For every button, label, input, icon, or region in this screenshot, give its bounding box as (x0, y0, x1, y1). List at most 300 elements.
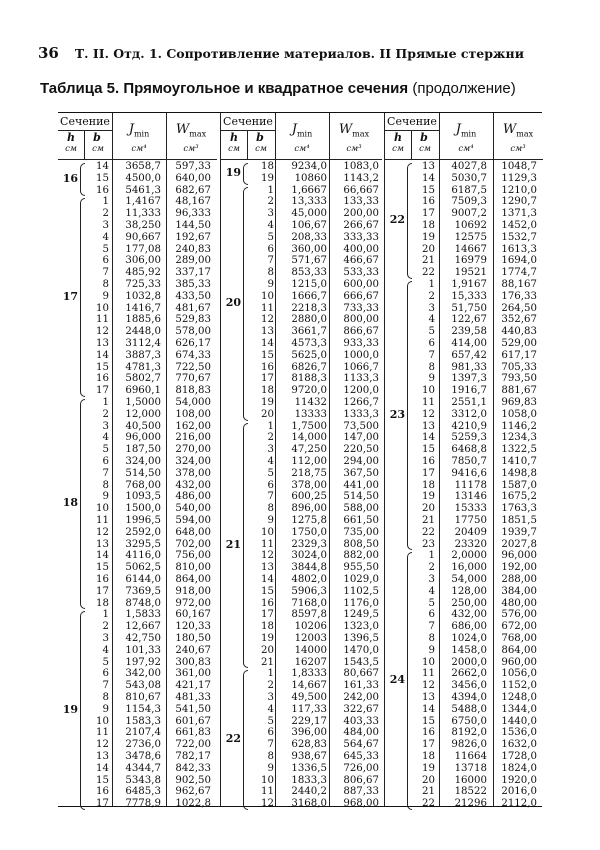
jmin-value: 3844,8 (291, 562, 327, 574)
b-value: 1 (428, 550, 435, 562)
b-value: 9 (102, 491, 109, 503)
wmax-value: 1824,0 (501, 762, 537, 774)
wmax-value: 672,00 (501, 621, 537, 633)
b-value: 20 (422, 503, 435, 515)
wmax-value: 216,00 (175, 432, 211, 444)
jmin-value: 17750 (454, 515, 487, 526)
wmax-value: 133,33 (343, 196, 379, 208)
b-unit: см (255, 144, 267, 154)
wmax-value: 969,83 (501, 397, 537, 408)
jmin-value: 1750,0 (291, 526, 327, 538)
jmin-value: 2551,1 (451, 397, 487, 408)
b-value: 12 (261, 314, 274, 326)
jmin-value: 768,00 (125, 479, 161, 491)
wmax-value: 661,50 (343, 515, 379, 526)
wmax-value: 1146,2 (501, 420, 537, 432)
b-value: 20 (261, 644, 274, 656)
b-value: 5 (267, 715, 274, 727)
header-divider (411, 130, 412, 159)
b-value: 3 (267, 208, 274, 220)
b-value: 12 (96, 526, 109, 538)
wmax-value: 441,00 (343, 479, 379, 491)
jmin-value: 4394,0 (451, 692, 487, 703)
b-value: 9 (267, 279, 274, 290)
jmin-value: 8597,8 (291, 609, 327, 621)
jmin-value: 725,33 (125, 279, 161, 290)
jmin-value: 1,6667 (291, 184, 327, 196)
table-panel (384, 113, 543, 810)
b-value: 11 (96, 515, 109, 526)
b-value: 17 (261, 373, 274, 385)
wmax-value: 403,33 (343, 715, 379, 727)
wmax-value: 352,67 (501, 314, 537, 326)
b-value: 9 (428, 644, 435, 656)
jmin-value: 1215,0 (291, 279, 327, 290)
b-value: 6 (428, 609, 435, 621)
b-value: 5 (102, 444, 109, 456)
wmax-value: 1632,0 (501, 739, 537, 751)
wmax-value: 902,50 (175, 774, 211, 786)
jmin-value: 11178 (454, 479, 487, 491)
b-value: 21 (261, 656, 274, 668)
wmax-value: 540,00 (175, 503, 211, 515)
b-value: 22 (422, 798, 435, 810)
b-value: 1 (428, 279, 435, 290)
b-value: 9 (428, 373, 435, 385)
b-value: 21 (422, 515, 435, 526)
b-value: 5 (267, 467, 274, 479)
b-value: 3 (102, 420, 109, 432)
wmax-value: 808,50 (343, 538, 379, 550)
b-value: 5 (267, 231, 274, 243)
wmax-unit: см³ (346, 144, 362, 154)
wmax-value: 866,67 (343, 326, 379, 338)
jmin-value: 51,750 (451, 302, 487, 314)
wmax-value: 640,00 (175, 172, 211, 184)
b-value: 17 (96, 798, 109, 810)
b-value: 9 (102, 290, 109, 302)
b-value: 4 (428, 314, 435, 326)
b-value: 17 (96, 585, 109, 597)
wmax-value: 433,50 (175, 290, 211, 302)
wmax-value: 385,33 (175, 279, 211, 290)
b-value: 13 (96, 538, 109, 550)
wmax-value: 882,00 (343, 550, 379, 562)
wmax-value: 1143,2 (343, 172, 379, 184)
b-value: 1 (102, 196, 109, 208)
wmax-value: 1440,0 (501, 715, 537, 727)
wmax-value: 322,67 (343, 703, 379, 715)
wmax-value: 180,50 (175, 633, 211, 644)
b-value: 11 (261, 302, 274, 314)
jmin-value: 19521 (454, 267, 487, 279)
jmin-value: 117,33 (291, 703, 327, 715)
jmin-value: 14,667 (291, 680, 327, 692)
group-brace (243, 187, 248, 421)
jmin-value: 96,000 (125, 432, 161, 444)
jmin-value: 6750,0 (451, 715, 487, 727)
wmax-value: 1410,7 (501, 456, 537, 467)
wmax-value: 176,33 (501, 290, 537, 302)
wmax-value: 220,50 (343, 444, 379, 456)
jmin-value: 686,00 (451, 621, 487, 633)
wmax-value: 367,50 (343, 467, 379, 479)
jmin-value: 9720,0 (291, 385, 327, 397)
b-value: 19 (422, 231, 435, 243)
wmax-value: 617,17 (501, 349, 537, 361)
jmin-value: 13146 (454, 491, 487, 503)
b-value: 14 (96, 550, 109, 562)
jmin-value: 218,75 (291, 467, 327, 479)
jmin-value: 1,5833 (125, 609, 161, 621)
wmax-subscript: max (189, 129, 207, 139)
jmin-value: 2448,0 (125, 326, 161, 338)
jmin-value: 5461,3 (125, 184, 161, 196)
jmin-value: 324,00 (125, 456, 161, 467)
jmin-value: 5488,0 (451, 703, 487, 715)
wmax-value: 533,33 (343, 267, 379, 279)
wmax-value: 1344,0 (501, 703, 537, 715)
b-value: 4 (102, 231, 109, 243)
wmax-value: 96,333 (175, 208, 211, 220)
b-value: 17 (261, 609, 274, 621)
wmax-value: 529,83 (175, 314, 211, 326)
wmax-value: 337,17 (175, 267, 211, 279)
jmin-value: 197,92 (125, 656, 161, 668)
jmin-value: 4781,3 (125, 361, 161, 373)
wmax-value: 735,00 (343, 526, 379, 538)
h-value: 19 (62, 702, 78, 716)
b-value: 7 (267, 491, 274, 503)
jmin-value: 7778,9 (125, 798, 161, 810)
wmax-value: 705,33 (501, 361, 537, 373)
jmin-value: 9826,0 (451, 739, 487, 751)
jmin-value: 14667 (454, 243, 487, 255)
wmax-value: 1176,0 (343, 597, 379, 609)
b-value: 5 (428, 326, 435, 338)
group-brace (243, 423, 248, 669)
jmin-value: 5625,0 (291, 349, 327, 361)
b-value: 14 (422, 703, 435, 715)
b-value: 16 (261, 361, 274, 373)
jmin-value: 485,92 (125, 267, 161, 279)
b-value: 9 (267, 515, 274, 526)
jmin-value: 54,000 (451, 574, 487, 585)
jmin-value: 896,00 (291, 503, 327, 515)
jmin-value: 396,00 (291, 727, 327, 739)
table-header (221, 113, 382, 160)
wmax-value: 192,00 (501, 562, 537, 574)
b-header: b (93, 131, 101, 144)
b-unit: см (92, 144, 104, 154)
jmin-value: 42,750 (125, 633, 161, 644)
jmin-value: 90,667 (125, 231, 161, 243)
jmin-value: 2592,0 (125, 526, 161, 538)
b-value: 19 (422, 491, 435, 503)
wmax-value: 486,00 (175, 491, 211, 503)
jmin-value: 16979 (454, 255, 487, 267)
running-head-text: Т. II. Отд. 1. Сопротивление материалов. II Прямые стержни (74, 46, 524, 61)
jmin-value: 600,25 (291, 491, 327, 503)
group-brace (407, 552, 412, 810)
jmin-value: 1,7500 (291, 420, 327, 432)
jmin-value: 8748,0 (125, 597, 161, 609)
jmin-value: 543,08 (125, 680, 161, 692)
b-value: 10 (422, 385, 435, 397)
wmax-value: 421,17 (175, 680, 211, 692)
b-value: 5 (428, 597, 435, 609)
jmin-value: 853,33 (291, 267, 327, 279)
b-header: b (256, 131, 264, 144)
wmax-value: 1333,3 (343, 408, 379, 420)
b-value: 18 (261, 385, 274, 397)
b-value: 7 (267, 739, 274, 751)
wmax-value: 1022,8 (175, 798, 211, 810)
jmin-value: 187,50 (125, 444, 161, 456)
b-value: 15 (422, 715, 435, 727)
jmin-value: 2662,0 (451, 668, 487, 680)
h-value: 22 (389, 213, 405, 226)
wmax-value: 266,67 (343, 220, 379, 231)
b-value: 8 (428, 633, 435, 644)
group-brace (80, 198, 85, 397)
b-value: 15 (422, 444, 435, 456)
b-value: 11 (422, 668, 435, 680)
b-value: 11 (261, 786, 274, 798)
wmax-header (493, 122, 543, 139)
wmax-value: 384,00 (501, 585, 537, 597)
wmax-value: 842,33 (175, 762, 211, 774)
jmin-value: 101,33 (125, 644, 161, 656)
wmax-value: 333,33 (343, 231, 379, 243)
wmax-value: 645,33 (343, 751, 379, 762)
jmin-value: 10860 (294, 172, 327, 184)
wmax-value: 881,67 (501, 385, 537, 397)
b-value: 4 (267, 220, 274, 231)
jmin-value: 5802,7 (125, 373, 161, 385)
b-value: 8 (102, 692, 109, 703)
jmin-value: 4027,8 (451, 161, 487, 172)
wmax-value: 578,00 (175, 326, 211, 338)
wmax-value: 1322,5 (501, 444, 537, 456)
table-caption (40, 80, 562, 97)
jmin-value: 14000 (294, 644, 327, 656)
group-brace (243, 163, 248, 185)
wmax-value: 466,67 (343, 255, 379, 267)
wmax-value: 288,00 (501, 574, 537, 585)
b-value: 9 (102, 703, 109, 715)
jmin-value: 4802,0 (291, 574, 327, 585)
jmin-value: 2440,2 (291, 786, 327, 798)
wmax-value: 1851,5 (501, 515, 537, 526)
jmin-value: 981,33 (451, 361, 487, 373)
b-value: 23 (422, 538, 435, 550)
wmax-value: 264,50 (501, 302, 537, 314)
jmin-value: 12,000 (125, 408, 161, 420)
b-value: 12 (261, 550, 274, 562)
b-value: 9 (267, 762, 274, 774)
jmin-value: 11432 (294, 397, 327, 408)
b-value: 6 (102, 668, 109, 680)
jmin-value: 11,333 (125, 208, 161, 220)
wmax-value: 88,167 (501, 279, 537, 290)
wmax-value: 1210,0 (501, 184, 537, 196)
group-brace (407, 281, 412, 550)
wmax-value: 1396,5 (343, 633, 379, 644)
table-continuation: (продолжение) (412, 80, 516, 97)
wmax-value: 2016,0 (501, 786, 537, 798)
wmax-value: 1532,7 (501, 231, 537, 243)
wmax-value: 1939,7 (501, 526, 537, 538)
wmax-value: 1694,0 (501, 255, 537, 267)
b-value: 2 (102, 621, 109, 633)
h-unit: см (392, 144, 404, 154)
jmin-value: 122,67 (451, 314, 487, 326)
jmin-header (275, 122, 329, 139)
wmax-value: 1290,7 (501, 196, 537, 208)
b-value: 11 (261, 538, 274, 550)
b-value: 18 (96, 597, 109, 609)
jmin-value: 2000,0 (451, 656, 487, 668)
b-value: 8 (267, 503, 274, 515)
wmax-value: 1066,7 (343, 361, 379, 373)
h-value: 24 (389, 673, 405, 687)
b-value: 17 (422, 467, 435, 479)
jmin-value: 47,250 (291, 444, 327, 456)
b-value: 5 (102, 243, 109, 255)
b-value: 16 (422, 456, 435, 467)
wmax-value: 1133,3 (343, 373, 379, 385)
wmax-value: 66,667 (343, 184, 379, 196)
wmax-value: 432,00 (175, 479, 211, 491)
wmax-value: 324,00 (175, 456, 211, 467)
wmax-value: 972,00 (175, 597, 211, 609)
jmin-value: 5062,5 (125, 562, 161, 574)
wmax-value: 480,00 (501, 597, 537, 609)
b-value: 6 (428, 338, 435, 349)
wmax-value: 962,67 (175, 786, 211, 798)
jmin-value: 1996,5 (125, 515, 161, 526)
jmin-value: 1024,0 (451, 633, 487, 644)
jmin-value: 7850,7 (451, 456, 487, 467)
jmin-value: 7509,3 (451, 196, 487, 208)
wmax-value: 1774,7 (501, 267, 537, 279)
wmax-value: 601,67 (175, 715, 211, 727)
table-header (385, 113, 543, 160)
wmax-value: 96,000 (501, 550, 537, 562)
jmin-value: 3024,0 (291, 550, 327, 562)
b-value: 2 (267, 196, 274, 208)
wmax-unit: см³ (510, 144, 526, 154)
b-value: 13 (422, 161, 435, 172)
group-brace (80, 399, 85, 609)
wmax-value: 1048,7 (501, 161, 537, 172)
wmax-value: 1613,3 (501, 243, 537, 255)
wmax-value: 1587,0 (501, 479, 537, 491)
b-value: 10 (261, 526, 274, 538)
b-value: 17 (96, 385, 109, 397)
jmin-value: 3312,0 (451, 408, 487, 420)
header-divider (84, 130, 85, 159)
wmax-value: 1234,3 (501, 432, 537, 444)
wmax-value: 1083,0 (343, 161, 379, 172)
jmin-value: 239,58 (451, 326, 487, 338)
section-header: Сечение (385, 113, 440, 131)
b-value: 19 (261, 172, 274, 184)
jmin-value: 2736,0 (125, 739, 161, 751)
group-brace (80, 611, 85, 810)
wmax-value: 1248,0 (501, 692, 537, 703)
wmax-value: 770,67 (175, 373, 211, 385)
wmax-value: 918,00 (175, 585, 211, 597)
jmin-value: 1833,3 (291, 774, 327, 786)
wmax-value: 1920,0 (501, 774, 537, 786)
group-brace (80, 163, 85, 196)
b-value: 10 (422, 656, 435, 668)
jmin-value: 657,42 (451, 349, 487, 361)
b-value: 17 (422, 208, 435, 220)
h-unit: см (228, 144, 240, 154)
wmax-value: 818,83 (175, 385, 211, 397)
jmin-value: 3168,0 (291, 798, 327, 810)
jmin-symbol: J (291, 122, 297, 137)
wmax-unit: см³ (183, 144, 199, 154)
h-value: 22 (225, 732, 241, 746)
wmax-value: 1029,0 (343, 574, 379, 585)
b-value: 5 (102, 656, 109, 668)
b-value: 3 (102, 633, 109, 644)
jmin-value: 49,500 (291, 692, 327, 703)
jmin-value: 1093,5 (125, 491, 161, 503)
group-brace (407, 163, 412, 279)
b-value: 15 (96, 361, 109, 373)
wmax-value: 162,00 (175, 420, 211, 432)
jmin-value: 342,00 (125, 668, 161, 680)
jmin-subscript: min (460, 129, 477, 139)
jmin-value: 45,000 (291, 208, 327, 220)
b-value: 14 (422, 432, 435, 444)
wmax-value: 240,83 (175, 243, 211, 255)
jmin-value: 5343,8 (125, 774, 161, 786)
h-unit: см (65, 144, 77, 154)
jmin-value: 3661,7 (291, 326, 327, 338)
jmin-value: 3478,6 (125, 751, 161, 762)
b-value: 16 (422, 727, 435, 739)
jmin-value: 306,00 (125, 255, 161, 267)
b-value: 19 (261, 397, 274, 408)
jmin-value: 4210,9 (451, 420, 487, 432)
wmax-value: 242,00 (343, 692, 379, 703)
b-value: 8 (267, 751, 274, 762)
b-value: 4 (428, 585, 435, 597)
jmin-value: 9007,2 (451, 208, 487, 220)
jmin-value: 1,4167 (125, 196, 161, 208)
jmin-header (439, 122, 493, 139)
b-value: 18 (422, 220, 435, 231)
group-brace (243, 670, 248, 810)
jmin-value: 4116,0 (125, 550, 161, 562)
jmin-value: 250,00 (451, 597, 487, 609)
jmin-value: 3658,7 (125, 161, 161, 172)
wmax-value: 1371,3 (501, 208, 537, 220)
page-number: 36 (38, 44, 59, 62)
wmax-value: 722,00 (175, 739, 211, 751)
b-value: 16 (96, 184, 109, 196)
wmax-subscript: max (352, 129, 370, 139)
wmax-value: 864,00 (501, 644, 537, 656)
h-value: 21 (225, 537, 241, 551)
jmin-value: 12575 (454, 231, 487, 243)
